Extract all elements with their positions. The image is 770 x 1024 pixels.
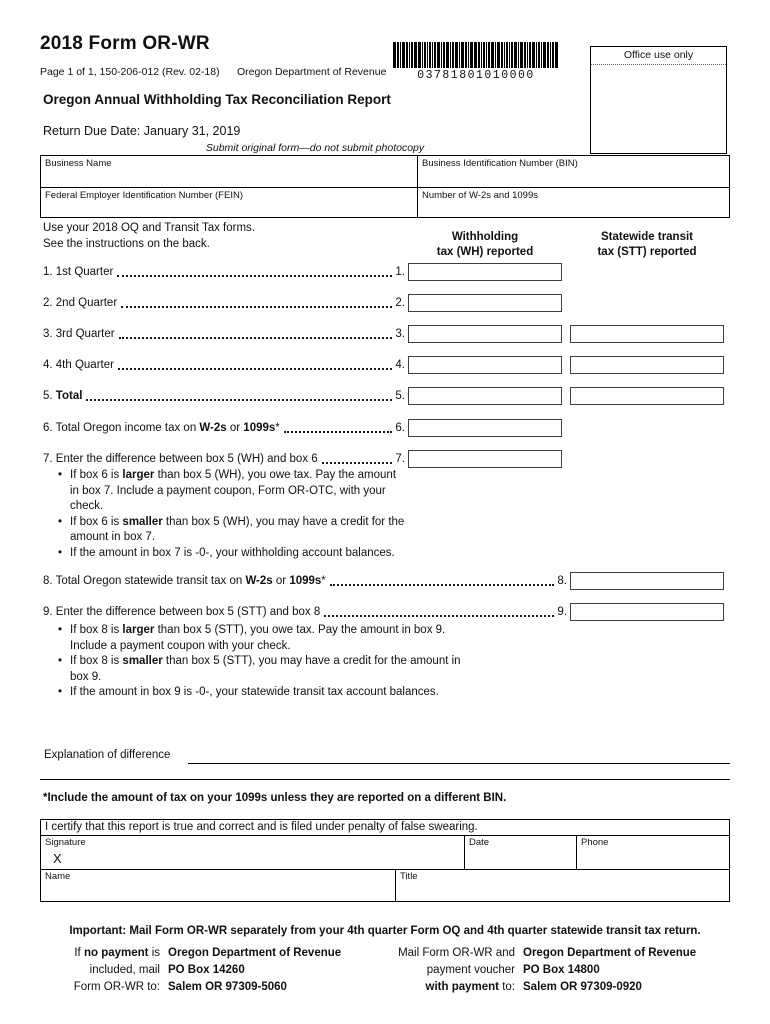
stt-total-box[interactable] <box>570 387 724 405</box>
line-7-ref: 7. <box>395 453 405 465</box>
important-note: Important: Mail Form OR-WR separately from your 4th quarter Form OQ and 4th quarter statewide transit tax return. <box>69 925 701 937</box>
title-input[interactable] <box>396 870 729 901</box>
certification-table <box>40 819 730 902</box>
line-8-ref: 8. <box>557 575 567 587</box>
line-5-text: 5. Total <box>43 390 83 402</box>
fein-cell[interactable] <box>41 187 417 217</box>
wh-q4-box[interactable] <box>408 356 562 374</box>
bin-cell[interactable] <box>417 156 729 187</box>
w2-count-cell[interactable] <box>417 187 729 217</box>
wh-q1-box[interactable] <box>408 263 562 281</box>
line-8-text: 8. Total Oregon statewide transit tax on W-2s or 1099s* <box>43 575 326 587</box>
explanation-line-1[interactable] <box>188 747 730 764</box>
stt-column-header <box>569 230 725 260</box>
line-4-text: 4. 4th Quarter <box>43 359 114 371</box>
no-payment-addr-2: PO Box 14260 <box>168 964 245 976</box>
date-input[interactable] <box>465 836 576 869</box>
line-6-text: 6. Total Oregon income tax on W-2s or 1099s* <box>43 422 280 434</box>
page-info: Page 1 of 1, 150-206-012 (Rev. 02-18) <box>40 66 220 78</box>
line-3-text: 3. 3rd Quarter <box>43 328 115 340</box>
footnote-1099s: *Include the amount of tax on your 1099s unless they are reported on a different BIN. <box>43 792 507 804</box>
with-payment-line-3: with payment to: <box>425 981 515 993</box>
line-9-text: 9. Enter the difference between box 5 (STT) and box 8 <box>43 606 321 618</box>
line-4-ref: 4. <box>395 359 405 371</box>
intro-line-2: See the instructions on the back. <box>43 238 210 250</box>
wh-w2-tax-box[interactable] <box>408 419 562 437</box>
stt-q3-box[interactable] <box>570 325 724 343</box>
line-7-text: 7. Enter the difference between box 5 (WH) and box 6 <box>43 453 318 465</box>
dot-leader <box>117 275 392 277</box>
signature-cell[interactable] <box>41 836 464 869</box>
wh-q2-box[interactable] <box>408 294 562 312</box>
business-name-cell[interactable] <box>41 156 417 187</box>
line-9-label <box>43 605 567 619</box>
line-5-label <box>43 389 405 403</box>
line-6-label <box>43 421 405 435</box>
with-payment-labels <box>373 945 515 996</box>
no-payment-addr-3: Salem OR 97309-5060 <box>168 981 287 993</box>
bin-label: Business Identification Number (BIN) <box>422 158 578 169</box>
line-1-text: 1. 1st Quarter <box>43 266 114 278</box>
line-4-label <box>43 358 405 372</box>
phone-label: Phone <box>581 837 609 848</box>
phone-input[interactable] <box>577 836 729 869</box>
title-label: Title <box>400 871 418 882</box>
identification-table <box>40 155 730 218</box>
wh-difference-box[interactable] <box>408 450 562 468</box>
with-payment-address <box>523 945 696 996</box>
box9-bullet-2: • If box 8 is smaller than box 5 (STT), you may have a credit for the amount in box 9. <box>57 654 469 685</box>
form-title: 2018 Form OR-WR <box>40 33 210 54</box>
stt-w2-tax-box[interactable] <box>570 572 724 590</box>
dot-leader <box>118 368 392 370</box>
box7-bullet-2: • If box 6 is smaller than box 5 (WH), you may have a credit for the amount in box 7. <box>57 515 405 546</box>
agency-name: Oregon Department of Revenue <box>237 66 387 78</box>
signature-x-mark: X <box>53 851 62 866</box>
no-payment-labels <box>43 945 160 996</box>
stt-header-line2: tax (STT) reported <box>597 246 697 258</box>
w2-count-label: Number of W-2s and 1099s <box>422 190 538 201</box>
with-payment-addr-2: PO Box 14800 <box>523 964 600 976</box>
no-payment-line-1: If no payment is <box>74 947 160 959</box>
line-2-ref: 2. <box>395 297 405 309</box>
name-input[interactable] <box>41 870 395 901</box>
dot-leader <box>86 399 392 401</box>
fein-input[interactable] <box>41 188 417 217</box>
stt-header-line1: Statewide transit <box>600 231 694 243</box>
wh-header-line1: Withholding <box>451 231 519 243</box>
phone-cell[interactable] <box>576 836 729 869</box>
report-title: Oregon Annual Withholding Tax Reconciliation Report <box>43 92 391 107</box>
with-payment-addr-1: Oregon Department of Revenue <box>523 947 697 959</box>
explanation-label: Explanation of difference <box>44 749 171 761</box>
no-payment-addr-1: Oregon Department of Revenue <box>168 947 342 959</box>
with-payment-addr-3: Salem OR 97309-0920 <box>523 981 642 993</box>
stt-difference-box[interactable] <box>570 603 724 621</box>
dot-leader <box>322 462 393 464</box>
date-cell[interactable] <box>464 836 576 869</box>
office-use-box <box>590 46 727 154</box>
wh-header-line2: tax (WH) reported <box>436 246 534 258</box>
submit-original-note: Submit original form—do not submit photocopy <box>205 142 425 154</box>
line-2-text: 2. 2nd Quarter <box>43 297 118 309</box>
box7-bullet-3: • If the amount in box 7 is -0-, your withholding account balances. <box>57 546 405 562</box>
dot-leader <box>121 306 392 308</box>
business-name-label: Business Name <box>45 158 112 169</box>
line-5-ref: 5. <box>395 390 405 402</box>
explanation-line-2[interactable] <box>40 763 730 780</box>
line-2-label <box>43 296 405 310</box>
no-payment-line-3: Form OR-WR to: <box>73 981 160 993</box>
line-8-label <box>43 574 567 588</box>
w2-count-input[interactable] <box>418 188 729 217</box>
wh-q3-box[interactable] <box>408 325 562 343</box>
line-3-ref: 3. <box>395 328 405 340</box>
date-label: Date <box>469 837 490 848</box>
certify-statement: I certify that this report is true and correct and is filed under penalty of false swearing. <box>45 821 478 833</box>
box9-bullet-3: • If the amount in box 9 is -0-, your statewide transit tax account balances. <box>57 685 469 701</box>
barcode-block <box>392 42 560 82</box>
line-6-ref: 6. <box>395 422 405 434</box>
box7-bullet-1: • If box 6 is larger than box 5 (WH), you owe tax. Pay the amount in box 7. Include a payment coupon, Form OR-OTC, with your check. <box>57 468 405 515</box>
wh-column-header <box>407 230 563 260</box>
name-cell[interactable] <box>41 870 395 901</box>
box7-instructions <box>57 468 405 561</box>
line-1-ref: 1. <box>395 266 405 278</box>
stt-q4-box[interactable] <box>570 356 724 374</box>
dot-leader <box>284 431 393 433</box>
no-payment-address <box>168 945 341 996</box>
title-cell[interactable] <box>395 870 729 901</box>
fein-label: Federal Employer Identification Number (FEIN) <box>45 190 243 201</box>
barcode-number: 03781801010000 <box>417 69 535 82</box>
no-payment-line-2: included, mail <box>89 964 160 976</box>
signature-label: Signature <box>45 837 86 848</box>
dot-leader <box>330 584 555 586</box>
wh-total-box[interactable] <box>408 387 562 405</box>
line-1-label <box>43 265 405 279</box>
signature-input[interactable] <box>41 836 464 869</box>
dot-leader <box>324 615 554 617</box>
dot-leader <box>119 337 393 339</box>
box9-instructions <box>57 623 469 701</box>
box9-bullet-1: • If box 8 is larger than box 5 (STT), you owe tax. Pay the amount in box 9. Include a payment coupon with your check. <box>57 623 469 654</box>
line-7-label <box>43 452 405 466</box>
bin-input[interactable] <box>418 156 729 187</box>
business-name-input[interactable] <box>41 156 417 187</box>
barcode-bars-icon <box>393 42 559 68</box>
return-due-date: Return Due Date: January 31, 2019 <box>43 124 241 138</box>
line-9-ref: 9. <box>557 606 567 618</box>
line-3-label <box>43 327 405 341</box>
name-label: Name <box>45 871 71 882</box>
with-payment-line-2: payment voucher <box>426 964 515 976</box>
with-payment-line-1: Mail Form OR-WR and <box>398 947 515 959</box>
intro-line-1: Use your 2018 OQ and Transit Tax forms. <box>43 222 255 234</box>
office-use-label: Office use only <box>591 47 726 65</box>
